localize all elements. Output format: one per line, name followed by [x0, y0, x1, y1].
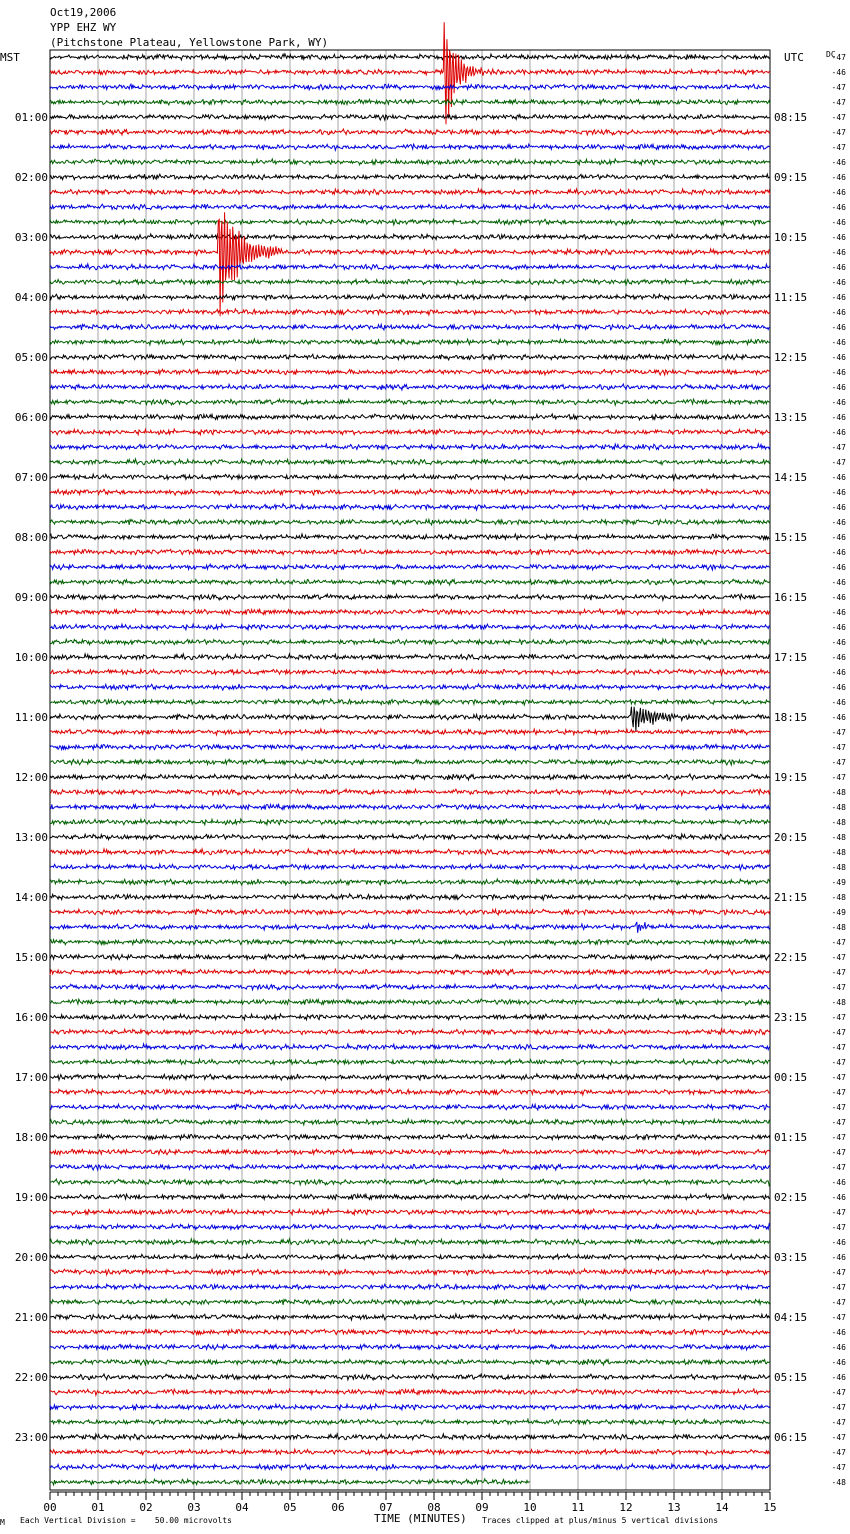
dc-offset-value: -46	[831, 428, 846, 437]
dc-offset-value: -47	[831, 1313, 846, 1322]
right-time-label: 18:15	[774, 711, 808, 724]
left-time-label: 18:00	[14, 1131, 48, 1144]
dc-offset-value: -47	[831, 1103, 846, 1112]
dc-offset-value: -46	[831, 533, 846, 542]
trace-line-41	[50, 669, 770, 675]
dc-offset-value: -46	[831, 278, 846, 287]
trace-line-52	[50, 834, 770, 840]
trace-line-89	[50, 1389, 770, 1395]
dc-offset-value: -46	[831, 1178, 846, 1187]
trace-line-32	[50, 534, 770, 540]
trace-line-27	[50, 459, 770, 465]
trace-line-61	[50, 969, 770, 975]
trace-line-76	[50, 1194, 770, 1200]
dc-offset-value: -46	[831, 1193, 846, 1202]
dc-offset-value: -46	[831, 188, 846, 197]
dc-offset-value: -46	[831, 698, 846, 707]
trace-line-75	[50, 1179, 770, 1185]
left-time-label: 10:00	[14, 651, 48, 664]
dc-offset-value: -46	[831, 233, 846, 242]
dc-offset-value: -46	[831, 1253, 846, 1262]
trace-line-66	[50, 1044, 770, 1050]
dc-offset-value: -46	[831, 638, 846, 647]
x-tick-label: 07	[379, 1501, 393, 1514]
trace-line-86	[50, 1344, 770, 1350]
trace-line-69	[50, 1089, 770, 1095]
trace-line-26	[50, 444, 770, 450]
trace-line-91	[50, 1419, 770, 1425]
right-time-label: 21:15	[774, 891, 808, 904]
dc-offset-value: -47	[831, 143, 846, 152]
trace-line-0	[50, 54, 770, 60]
dc-offset-value: -46	[831, 383, 846, 392]
dc-label: DC	[826, 50, 836, 59]
x-tick-label: 02	[139, 1501, 153, 1514]
trace-line-24	[50, 414, 770, 420]
right-time-label: 23:15	[774, 1011, 808, 1024]
x-tick-label: 09	[475, 1501, 489, 1514]
trace-line-84	[50, 1314, 770, 1320]
x-tick-label: 11	[571, 1501, 585, 1514]
trace-line-38	[50, 624, 770, 630]
right-time-labels	[774, 111, 807, 1444]
dc-offset-value: -46	[831, 623, 846, 632]
left-time-label: 16:00	[14, 1011, 48, 1024]
trace-line-72	[50, 1134, 770, 1140]
trace-line-13	[50, 212, 770, 316]
trace-line-88	[50, 1374, 770, 1380]
trace-line-6	[50, 144, 770, 150]
right-time-label: 04:15	[774, 1311, 808, 1324]
dc-offset-value: -47	[831, 443, 846, 452]
dc-offset-value: -46	[831, 713, 846, 722]
trace-line-29	[50, 489, 770, 495]
dc-offset-value: -47	[831, 83, 846, 92]
trace-line-47	[50, 759, 770, 765]
left-time-label: 13:00	[14, 831, 48, 844]
trace-line-31	[50, 519, 770, 525]
scale-note: Each Vertical Division = 50.00 microvolts	[20, 1516, 232, 1525]
dc-offset-value: -48	[831, 803, 846, 812]
trace-line-79	[50, 1239, 770, 1245]
dc-offset-value: -47	[831, 1133, 846, 1142]
trace-line-19	[50, 339, 770, 345]
trace-line-12	[50, 234, 770, 240]
trace-line-4	[50, 114, 770, 120]
right-time-label: 16:15	[774, 591, 808, 604]
dc-offset-value: -47	[831, 758, 846, 767]
trace-line-80	[50, 1254, 770, 1259]
trace-line-55	[50, 879, 770, 885]
trace-line-68	[50, 1074, 770, 1080]
dc-offset-value: -47	[831, 113, 846, 122]
trace-line-60	[50, 954, 770, 960]
dc-offset-value: -46	[831, 1238, 846, 1247]
dc-offset-value: -48	[831, 893, 846, 902]
dc-offset-value: -46	[831, 203, 846, 212]
left-time-label: 21:00	[14, 1311, 48, 1324]
trace-line-14	[50, 264, 770, 270]
trace-line-2	[50, 84, 770, 90]
corner-mark: M	[0, 1518, 5, 1527]
dc-offset-value: -46	[831, 338, 846, 347]
trace-layer	[50, 22, 770, 1485]
trace-line-64	[50, 1014, 770, 1020]
right-time-label: 10:15	[774, 231, 808, 244]
dc-offset-value: -47	[831, 1388, 846, 1397]
trace-line-81	[50, 1269, 770, 1275]
location-label: (Pitchstone Plateau, Yellowstone Park, WY)	[50, 36, 329, 49]
dc-offset-value: -47	[831, 1118, 846, 1127]
dc-offset-value: -46	[831, 578, 846, 587]
dc-offset-value: -47	[831, 1268, 846, 1277]
trace-line-82	[50, 1284, 770, 1290]
dc-offset-value: -46	[831, 248, 846, 257]
dc-offset-value: -47	[831, 1208, 846, 1217]
dc-offset-value: -48	[831, 818, 846, 827]
left-time-label: 06:00	[14, 411, 48, 424]
x-axis	[43, 1492, 776, 1514]
trace-line-34	[50, 564, 770, 570]
dc-offset-value: -46	[831, 293, 846, 302]
right-time-label: 02:15	[774, 1191, 808, 1204]
dc-offset-value: -47	[831, 773, 846, 782]
x-tick-label: 06	[331, 1501, 345, 1514]
dc-offset-value: -47	[831, 968, 846, 977]
dc-offset-value: -46	[831, 158, 846, 167]
x-tick-label: 15	[763, 1501, 777, 1514]
trace-line-53	[50, 849, 770, 855]
x-tick-label: 12	[619, 1501, 633, 1514]
dc-offset-value: -46	[831, 1373, 846, 1382]
trace-line-71	[50, 1119, 770, 1125]
dc-offset-value: -47	[831, 1418, 846, 1427]
dc-offset-value: -47	[831, 1298, 846, 1307]
right-time-label: 01:15	[774, 1131, 808, 1144]
trace-line-10	[50, 204, 770, 209]
right-time-label: 06:15	[774, 1431, 808, 1444]
dc-offset-value: -47	[831, 128, 846, 137]
clip-note: Traces clipped at plus/minus 5 vertical divisions	[482, 1516, 719, 1525]
trace-line-35	[50, 579, 770, 585]
trace-line-7	[50, 159, 770, 165]
trace-line-16	[50, 294, 770, 300]
trace-line-78	[50, 1224, 770, 1230]
trace-line-70	[50, 1104, 770, 1110]
dc-offset-value: -47	[831, 1088, 846, 1097]
dc-offset-value: -46	[831, 653, 846, 662]
dc-offset-value: -46	[831, 413, 846, 422]
right-time-label: 05:15	[774, 1371, 808, 1384]
trace-line-59	[50, 939, 770, 945]
trace-line-51	[50, 819, 770, 825]
dc-offset-labels	[832, 53, 847, 1487]
x-tick-label: 04	[235, 1501, 249, 1514]
dc-offset-value: -47	[831, 1403, 846, 1412]
left-time-label: 15:00	[14, 951, 48, 964]
dc-offset-value: -46	[831, 488, 846, 497]
trace-line-92	[50, 1434, 770, 1440]
dc-offset-value: -46	[831, 368, 846, 377]
dc-offset-value: -46	[831, 398, 846, 407]
left-time-label: 08:00	[14, 531, 48, 544]
dc-offset-value: -46	[831, 1328, 846, 1337]
dc-offset-value: -46	[831, 683, 846, 692]
x-tick-label: 03	[187, 1501, 201, 1514]
left-time-label: 05:00	[14, 351, 48, 364]
trace-line-94	[50, 1464, 770, 1470]
dc-offset-value: -47	[831, 1463, 846, 1472]
dc-offset-value: -47	[831, 1163, 846, 1172]
right-time-label: 15:15	[774, 531, 808, 544]
dc-offset-value: -47	[831, 743, 846, 752]
trace-line-42	[50, 684, 770, 690]
trace-line-45	[50, 729, 770, 735]
x-tick-label: 05	[283, 1501, 297, 1514]
trace-line-17	[50, 309, 770, 315]
dc-offset-value: -47	[831, 1433, 846, 1442]
x-tick-label: 13	[667, 1501, 681, 1514]
right-time-label: 08:15	[774, 111, 808, 124]
trace-line-56	[50, 894, 770, 900]
right-time-label: 19:15	[774, 771, 808, 784]
dc-offset-value: -46	[831, 1343, 846, 1352]
dc-offset-value: -47	[831, 53, 846, 62]
dc-offset-value: -46	[831, 473, 846, 482]
trace-line-83	[50, 1299, 770, 1305]
trace-line-21	[50, 369, 770, 375]
dc-offset-value: -46	[831, 608, 846, 617]
date-label: Oct19,2006	[50, 6, 117, 19]
dc-offset-value: -47	[831, 1283, 846, 1292]
trace-line-67	[50, 1059, 770, 1065]
dc-offset-value: -47	[831, 728, 846, 737]
left-time-label: 03:00	[14, 231, 48, 244]
dc-offset-value: -47	[831, 98, 846, 107]
dc-offset-value: -46	[831, 668, 846, 677]
left-time-label: 17:00	[14, 1071, 48, 1084]
x-axis-title: TIME (MINUTES)	[374, 1512, 467, 1525]
dc-offset-value: -48	[831, 833, 846, 842]
trace-line-23	[50, 399, 770, 405]
dc-offset-value: -47	[831, 983, 846, 992]
trace-line-3	[50, 99, 770, 105]
x-tick-label: 01	[91, 1501, 105, 1514]
right-time-label: 11:15	[774, 291, 808, 304]
dc-offset-value: -47	[831, 1073, 846, 1082]
right-time-label: 12:15	[774, 351, 808, 364]
trace-line-33	[50, 549, 770, 555]
right-time-label: 17:15	[774, 651, 808, 664]
trace-line-62	[50, 984, 770, 990]
trace-line-49	[50, 789, 770, 795]
right-time-label: 03:15	[774, 1251, 808, 1264]
x-tick-label: 10	[523, 1501, 537, 1514]
trace-line-30	[50, 504, 770, 510]
trace-line-57	[50, 909, 770, 915]
dc-offset-value: -48	[831, 923, 846, 932]
trace-line-90	[50, 1404, 770, 1410]
dc-offset-value: -47	[831, 938, 846, 947]
dc-offset-value: -48	[831, 848, 846, 857]
trace-line-20	[50, 354, 770, 360]
trace-line-50	[50, 804, 770, 810]
dc-offset-value: -47	[831, 1448, 846, 1457]
trace-line-87	[50, 1359, 770, 1365]
dc-offset-value: -46	[831, 308, 846, 317]
trace-line-11	[50, 219, 770, 225]
dc-offset-value: -47	[831, 1148, 846, 1157]
x-tick-label: 00	[43, 1501, 57, 1514]
trace-line-9	[50, 189, 770, 195]
left-time-label: 09:00	[14, 591, 48, 604]
trace-line-36	[50, 594, 770, 600]
left-time-label: 23:00	[14, 1431, 48, 1444]
left-time-label: 01:00	[14, 111, 48, 124]
trace-line-37	[50, 609, 770, 615]
right-time-label: 00:15	[774, 1071, 808, 1084]
trace-line-22	[50, 384, 770, 390]
dc-offset-value: -46	[831, 263, 846, 272]
dc-offset-value: -46	[831, 503, 846, 512]
right-time-label: 20:15	[774, 831, 808, 844]
dc-offset-value: -46	[831, 563, 846, 572]
dc-offset-value: -47	[831, 1043, 846, 1052]
dc-offset-value: -48	[831, 1478, 846, 1487]
right-time-label: 14:15	[774, 471, 808, 484]
dc-offset-value: -46	[831, 518, 846, 527]
trace-line-28	[50, 474, 770, 480]
dc-offset-value: -47	[831, 458, 846, 467]
left-time-label: 12:00	[14, 771, 48, 784]
dc-offset-value: -46	[831, 593, 846, 602]
left-time-label: 11:00	[14, 711, 48, 724]
right-time-label: 22:15	[774, 951, 808, 964]
trace-line-40	[50, 654, 770, 660]
dc-offset-value: -46	[831, 218, 846, 227]
station-label: YPP EHZ WY	[50, 21, 117, 34]
trace-line-44	[50, 707, 770, 731]
trace-line-85	[50, 1329, 770, 1335]
left-time-label: 20:00	[14, 1251, 48, 1264]
dc-offset-value: -48	[831, 998, 846, 1007]
left-time-label: 19:00	[14, 1191, 48, 1204]
left-time-label: 04:00	[14, 291, 48, 304]
dc-offset-value: -47	[831, 1013, 846, 1022]
x-tick-label: 08	[427, 1501, 441, 1514]
trace-line-39	[50, 639, 770, 645]
dc-offset-value: -46	[831, 323, 846, 332]
dc-offset-value: -46	[831, 548, 846, 557]
dc-offset-value: -48	[831, 788, 846, 797]
dc-offset-value: -47	[831, 1058, 846, 1067]
trace-line-46	[50, 744, 770, 750]
trace-line-18	[50, 324, 770, 330]
x-tick-label: 14	[715, 1501, 729, 1514]
right-time-label: 09:15	[774, 171, 808, 184]
trace-line-15	[50, 279, 770, 285]
trace-line-74	[50, 1164, 770, 1170]
dc-offset-value: -46	[831, 68, 846, 77]
trace-line-65	[50, 1029, 770, 1035]
left-timezone-label: MST	[0, 51, 20, 64]
dc-offset-value: -46	[831, 353, 846, 362]
dc-offset-value: -49	[831, 878, 846, 887]
trace-line-8	[50, 174, 770, 180]
trace-line-93	[50, 1449, 770, 1454]
trace-line-25	[50, 429, 770, 435]
dc-offset-value: -46	[831, 173, 846, 182]
left-time-labels	[15, 111, 48, 1444]
dc-offset-value: -47	[831, 1223, 846, 1232]
right-timezone-label: UTC	[784, 51, 804, 64]
dc-offset-value: -48	[831, 863, 846, 872]
left-time-label: 07:00	[14, 471, 48, 484]
trace-line-54	[50, 864, 770, 870]
trace-line-43	[50, 699, 770, 705]
trace-line-63	[50, 999, 770, 1005]
right-time-label: 13:15	[774, 411, 808, 424]
dc-offset-value: -46	[831, 1358, 846, 1367]
trace-line-48	[50, 774, 770, 780]
left-time-label: 14:00	[14, 891, 48, 904]
dc-offset-value: -49	[831, 908, 846, 917]
trace-line-73	[50, 1149, 770, 1155]
left-time-label: 22:00	[14, 1371, 48, 1384]
dc-offset-value: -47	[831, 1028, 846, 1037]
trace-line-77	[50, 1209, 770, 1215]
trace-line-58	[50, 922, 770, 933]
left-time-label: 02:00	[14, 171, 48, 184]
trace-line-5	[50, 129, 770, 135]
dc-offset-value: -47	[831, 953, 846, 962]
